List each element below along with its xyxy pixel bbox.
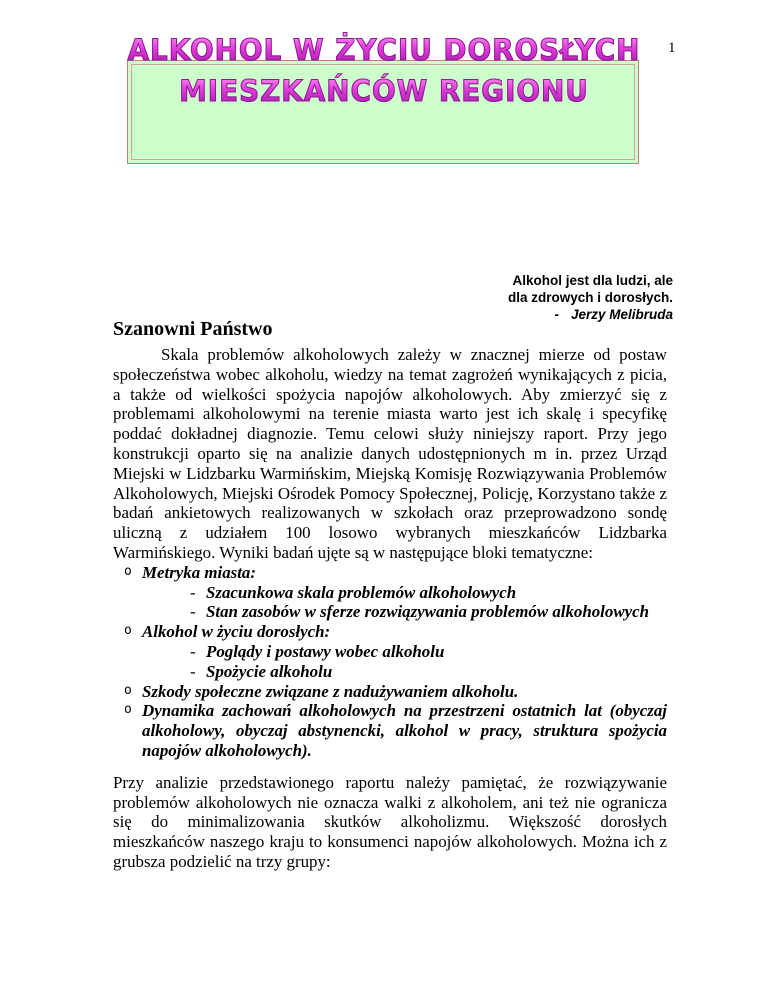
subtopic-item: - Poglądy i postawy wobec alkoholu [142, 642, 667, 662]
quote-author-line [508, 306, 673, 323]
topic-item [113, 622, 667, 681]
quote-line-1: Alkohol jest dla ludzi, ale [512, 273, 673, 288]
topic-item [113, 701, 667, 760]
subtopic-list [142, 583, 667, 623]
topic-label: Szkody społeczne związane z nadużywaniem alkoholu. [142, 681, 519, 701]
topic-list [113, 563, 667, 761]
epigraph-quote [508, 272, 673, 323]
topic-label: Dynamika zachowań alkoholowych na przestrzeni ostatnich lat (obyczaj alkoholowy, obyczaj abstynencki, alkohol w pracy, struktura spożycia napojów alkoholowych). [142, 701, 667, 760]
body-content [113, 345, 667, 872]
topic-item [113, 682, 667, 702]
quote-author: Jerzy Melibruda [570, 307, 673, 322]
topic-item [113, 563, 667, 622]
quote-dash: - [554, 307, 559, 322]
subtopic-item: - Stan zasobów w sferze rozwiązywania problemów alkoholowych [142, 602, 667, 622]
subtopic-item: - Spożycie alkoholu [142, 662, 667, 682]
topic-label: Alkohol w życiu dorosłych: [142, 622, 331, 642]
subtopic-list [142, 642, 667, 682]
document-title-line-1: ALKOHOL W ŻYCIU DOROSŁYCH [15, 33, 752, 67]
subtopic-item: - Szacunkowa skala problemów alkoholowych [142, 583, 667, 603]
quote-line-2: dla zdrowych i dorosłych. [507, 290, 673, 305]
intro-paragraph: Skala problemów alkoholowych zależy w znacznej mierze od postaw społeczeństwa wobec alkoholu, wiedzy na temat zagrożeń wynikających z picia, a także od wielkości spożycia napojów alkoholowych. Aby zmierzyć się z problemami alkoholowymi na terenie miasta warto jest ich skalę i specyfikę poddać dokładnej diagnozie. Temu celowi służy niniejszy raport. Przy jego konstrukcji oparto się na analizie danych udostępnionych m in. przez Urząd Miejski w Lidzbarku Warmińskim, Miejską Komisję Rozwiązywania Problemów Alkoholowych, Miejski Ośrodek Pomocy Społecznej, Policję, Korzystano także z badań ankietowych realizowanych w szkołach oraz przeprowadzono sondę uliczną z udziałem 100 losowo wybranych mieszkańców Lidzbarka Warmińskiego. Wyniki badań ujęte są w następujące bloki tematyczne: [113, 345, 667, 562]
topic-label: Metryka miasta: [142, 562, 257, 582]
greeting-heading: Szanowni Państwo [113, 318, 273, 340]
closing-paragraph: Przy analizie przedstawionego raportu należy pamiętać, że rozwiązywanie problemów alkoholowych nie oznacza walki z alkoholem, ani też nie ogranicza się do minimalizowania skutków alkoholizmu. Większość dorosłych mieszkańców naszego kraju to konsumenci napojów alkoholowych. Można ich z grubsza podzielić na trzy grupy: [113, 772, 667, 871]
document-title-line-2: MIESZKAŃCÓW REGIONU [15, 74, 752, 108]
